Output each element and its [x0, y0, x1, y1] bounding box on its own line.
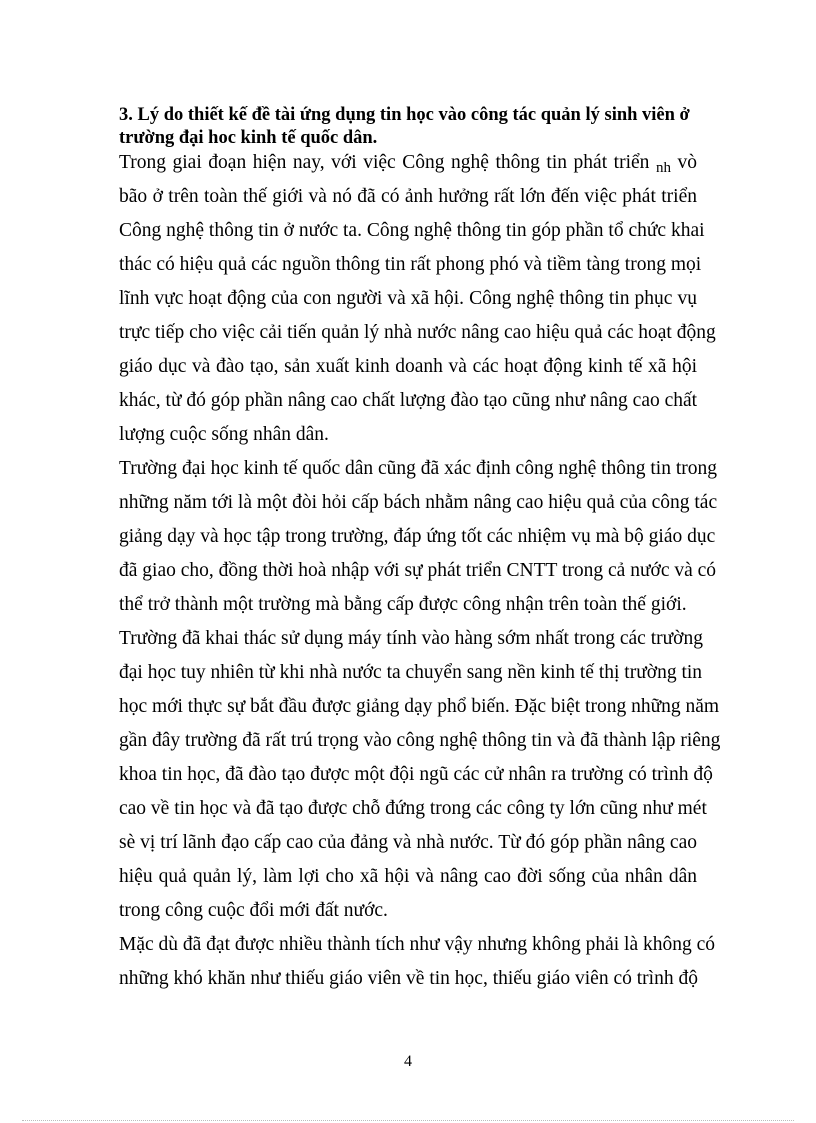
text-fragment: nh — [655, 160, 671, 176]
paragraph-2-line: những năm tới là một đòi hỏi cấp bách nhằm nâng cao hiệu quả của công tác — [119, 492, 718, 513]
paragraph-1-line: trực tiếp cho việc cải tiến quản lý nhà nước nâng cao hiệu quả các hoạt động — [119, 322, 716, 343]
paragraph-1-line: lượng cuộc sống nhân dân. — [119, 424, 329, 445]
paragraph-1-line: thác có hiệu quả các nguồn thông tin rất phong phó và tiềm tàng trong mọi — [119, 254, 702, 275]
paragraph-1-line — [119, 151, 697, 176]
page-number: 4 — [404, 1053, 412, 1070]
page-bottom-divider — [22, 1120, 794, 1121]
paragraph-4-line: Mặc dù đã đạt được nhiều thành tích như vậy nhưng không phải là không có — [119, 934, 716, 955]
paragraph-3-line: trong công cuộc đổi mới đất nước. — [119, 900, 388, 921]
paragraph-1-line: giáo dục và đào tạo, sản xuất kinh doanh và các hoạt động kinh tế xã hội — [119, 356, 697, 377]
paragraph-3-line: gần đây trường đã rất trú trọng vào công nghệ thông tin và đã thành lập riêng — [119, 730, 721, 751]
section-heading-line: 3. Lý do thiết kế đề tài ứng dụng tin học vào công tác quản lý sinh viên ở — [119, 105, 690, 125]
paragraph-3-line: sè vị trí lãnh đạo cấp cao của đảng và nhà nước. Từ đó góp phần nâng cao — [119, 832, 697, 853]
paragraph-1-line: khác, từ đó góp phần nâng cao chất lượng đào tạo cũng như nâng cao chất — [119, 390, 698, 411]
section-heading — [119, 104, 709, 150]
paragraph-2-line: Trường đại học kinh tế quốc dân cũng đã xác định công nghệ thông tin trong — [119, 458, 718, 479]
paragraph-3-line: cao về tin học và đã tạo được chỗ đứng trong các công ty lớn cũng như mét — [119, 798, 707, 819]
paragraph-3-line: Trường đã khai thác sử dụng máy tính vào hàng sớm nhất trong các trường — [119, 628, 703, 649]
paragraph-2-line: giảng dạy và học tập trong trường, đáp ứng tốt các nhiệm vụ mà bộ giáo dục — [119, 526, 716, 547]
paragraph-2-line: đã giao cho, đồng thời hoà nhập với sự phát triển CNTT trong cả nước và có — [119, 560, 717, 581]
paragraph-2-line: thể trở thành một trường mà bằng cấp được công nhận trên toàn thế giới. — [119, 594, 687, 615]
paragraph-1-line: bão ở trên toàn thế giới và nó đã có ảnh hưởng rất lớn đến việc phát triển — [119, 186, 697, 207]
paragraph-3-line: hiệu quả quản lý, làm lợi cho xã hội và nâng cao đời sống của nhân dân — [119, 866, 697, 887]
paragraph-1-line: Công nghệ thông tin ở nước ta. Công nghệ thông tin góp phần tổ chức khai — [119, 220, 705, 241]
paragraph-3-line: đại học tuy nhiên từ khi nhà nước ta chuyển sang nền kinh tế thị trường tin — [119, 662, 703, 683]
text-fragment: vò — [670, 152, 697, 173]
paragraph-3-line: học mới thực sự bắt đầu được giảng dạy phổ biến. Đặc biệt trong những năm — [119, 696, 720, 717]
paragraph-4-line: những khó khăn như thiếu giáo viên về tin học, thiếu giáo viên có trình độ — [119, 968, 698, 989]
paragraph-3-line: khoa tin học, đã đào tạo được một đội ngũ các cử nhân ra trường có trình độ — [119, 764, 713, 785]
section-heading-line: trường đại hoc kinh tế quốc dân. — [119, 128, 378, 148]
text-fragment: Trong giai đoạn hiện nay, với việc Công nghệ thông tin phát triển — [119, 152, 656, 173]
paragraph-1-line: lĩnh vực hoạt động của con người và xã hội. Công nghệ thông tin phục vụ — [119, 288, 697, 309]
